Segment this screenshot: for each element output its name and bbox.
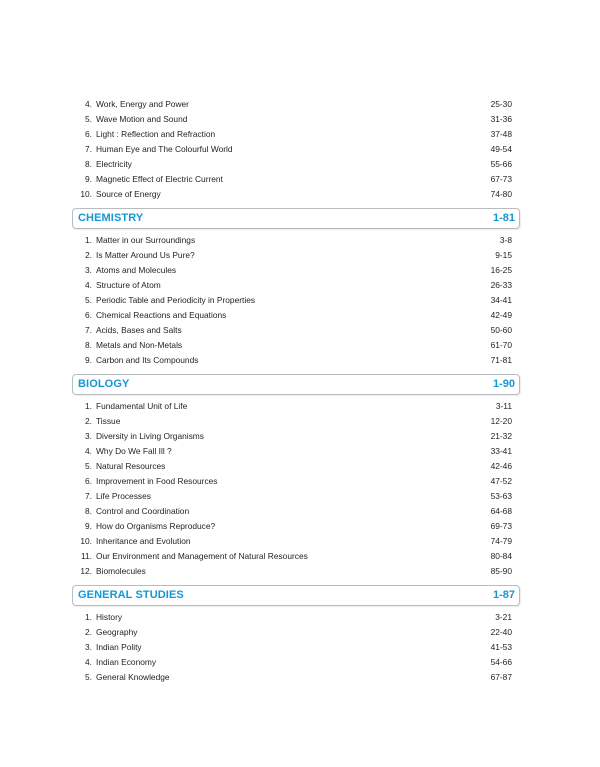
item-pages: 33-41: [490, 446, 512, 456]
item-number: 7.: [85, 144, 92, 154]
toc-row[interactable]: [0, 625, 600, 640]
item-number: 7.: [85, 325, 92, 335]
item-pages: 16-25: [490, 265, 512, 275]
section-header-chemistry[interactable]: [72, 208, 520, 229]
item-title: Tissue: [96, 416, 121, 426]
item-number: 4.: [85, 99, 92, 109]
item-number: 10.: [80, 536, 92, 546]
toc-row[interactable]: [0, 323, 600, 338]
toc-row[interactable]: [0, 489, 600, 504]
item-number: 3.: [85, 265, 92, 275]
item-title: Biomolecules: [96, 566, 146, 576]
item-number: 9.: [85, 521, 92, 531]
toc-row[interactable]: [0, 655, 600, 670]
toc-row[interactable]: [0, 399, 600, 414]
section-title: BIOLOGY: [78, 378, 130, 390]
item-number: 7.: [85, 491, 92, 501]
item-pages: 85-90: [490, 566, 512, 576]
section-title: GENERAL STUDIES: [78, 589, 184, 601]
item-pages: 21-32: [490, 431, 512, 441]
section-header-general-studies[interactable]: [72, 585, 520, 606]
item-title: Chemical Reactions and Equations: [96, 310, 227, 320]
item-number: 5.: [85, 461, 92, 471]
toc-row[interactable]: [0, 308, 600, 323]
section-title: CHEMISTRY: [78, 212, 144, 224]
toc-row[interactable]: [0, 414, 600, 429]
section-header-biology[interactable]: [72, 374, 520, 395]
item-number: 5.: [85, 114, 92, 124]
item-number: 2.: [85, 627, 92, 637]
item-title: Inheritance and Evolution: [96, 536, 191, 546]
item-title: Human Eye and The Colourful World: [96, 144, 233, 154]
item-pages: 50-60: [490, 325, 512, 335]
item-pages: 25-30: [490, 99, 512, 109]
general-studies-list: [0, 610, 600, 685]
item-title: Matter in our Surroundings: [96, 235, 196, 245]
section-page-range: 1-87: [492, 589, 515, 601]
item-pages: 3-8: [499, 235, 512, 245]
item-number: 1.: [85, 401, 92, 411]
item-number: 12.: [80, 566, 92, 576]
item-title: Atoms and Molecules: [96, 265, 177, 275]
item-title: Work, Energy and Power: [96, 99, 189, 109]
item-title: Wave Motion and Sound: [96, 114, 188, 124]
item-title: Why Do We Fall Ill ?: [96, 446, 172, 456]
item-title: Control and Coordination: [96, 506, 190, 516]
item-pages: 71-81: [490, 355, 512, 365]
item-title: Indian Economy: [96, 657, 157, 667]
item-number: 8.: [85, 340, 92, 350]
item-number: 9.: [85, 174, 92, 184]
item-title: Magnetic Effect of Electric Current: [96, 174, 223, 184]
item-number: 2.: [85, 416, 92, 426]
item-pages: 61-70: [490, 340, 512, 350]
item-pages: 49-54: [490, 144, 512, 154]
item-number: 2.: [85, 250, 92, 260]
toc-row[interactable]: [0, 444, 600, 459]
item-pages: 42-49: [490, 310, 512, 320]
item-title: General Knowledge: [96, 672, 170, 682]
toc-row[interactable]: [0, 127, 600, 142]
item-number: 3.: [85, 642, 92, 652]
item-pages: 74-80: [490, 189, 512, 199]
toc-row[interactable]: [0, 248, 600, 263]
item-title: Acids, Bases and Salts: [96, 325, 182, 335]
toc-row[interactable]: [0, 353, 600, 368]
item-number: 1.: [85, 612, 92, 622]
toc-row[interactable]: [0, 610, 600, 625]
toc-row[interactable]: [0, 97, 600, 112]
item-title: Indian Polity: [96, 642, 142, 652]
toc-row[interactable]: [0, 459, 600, 474]
item-title: Is Matter Around Us Pure?: [96, 250, 195, 260]
toc-row[interactable]: [0, 233, 600, 248]
item-title: Fundamental Unit of Life: [96, 401, 188, 411]
physics-list: [0, 97, 600, 202]
item-pages: 41-53: [490, 642, 512, 652]
item-title: History: [96, 612, 123, 622]
item-title: Metals and Non-Metals: [96, 340, 183, 350]
toc-row[interactable]: [0, 564, 600, 579]
toc-row[interactable]: [0, 293, 600, 308]
toc-row[interactable]: [0, 640, 600, 655]
item-pages: 22-40: [490, 627, 512, 637]
item-number: 6.: [85, 129, 92, 139]
item-number: 8.: [85, 506, 92, 516]
item-title: Diversity in Living Organisms: [96, 431, 204, 441]
toc-row[interactable]: [0, 474, 600, 489]
toc-row[interactable]: [0, 519, 600, 534]
item-title: Electricity: [96, 159, 132, 169]
biology-list: [0, 399, 600, 579]
item-number: 4.: [85, 446, 92, 456]
item-number: 4.: [85, 280, 92, 290]
item-pages: 9-15: [495, 250, 512, 260]
item-number: 5.: [85, 295, 92, 305]
item-pages: 3-21: [495, 612, 512, 622]
item-title: Geography: [96, 627, 138, 637]
item-title: How do Organisms Reproduce?: [96, 521, 216, 531]
item-pages: 74-79: [490, 536, 512, 546]
item-number: 4.: [85, 657, 92, 667]
toc-row[interactable]: [0, 534, 600, 549]
toc-row[interactable]: [0, 549, 600, 564]
item-pages: 64-68: [490, 506, 512, 516]
item-number: 8.: [85, 159, 92, 169]
item-title: Structure of Atom: [96, 280, 161, 290]
item-title: Life Processes: [96, 491, 151, 501]
item-number: 6.: [85, 476, 92, 486]
item-pages: 55-66: [490, 159, 512, 169]
item-number: 3.: [85, 431, 92, 441]
item-title: Source of Energy: [96, 189, 161, 199]
item-title: Periodic Table and Periodicity in Properties: [96, 295, 256, 305]
chemistry-list: [0, 233, 600, 368]
item-pages: 26-33: [490, 280, 512, 290]
toc-row[interactable]: [0, 670, 600, 685]
item-number: 11.: [80, 551, 92, 561]
item-pages: 31-36: [490, 114, 512, 124]
toc-row[interactable]: [0, 263, 600, 278]
toc-row[interactable]: [0, 338, 600, 353]
item-title: Carbon and Its Compounds: [96, 355, 199, 365]
item-title: Our Environment and Management of Natural Resources: [96, 551, 308, 561]
item-title: Improvement in Food Resources: [96, 476, 218, 486]
toc-row[interactable]: [0, 112, 600, 127]
item-number: 1.: [85, 235, 92, 245]
toc-row[interactable]: [0, 187, 600, 202]
toc-row[interactable]: [0, 278, 600, 293]
item-pages: 47-52: [490, 476, 512, 486]
toc-row[interactable]: [0, 504, 600, 519]
item-number: 10.: [80, 189, 92, 199]
section-page-range: 1-90: [492, 378, 515, 390]
section-page-range: 1-81: [492, 212, 515, 224]
toc-row[interactable]: [0, 142, 600, 157]
item-pages: 42-46: [490, 461, 512, 471]
item-pages: 67-87: [490, 672, 512, 682]
item-title: Light : Reflection and Refraction: [96, 129, 216, 139]
item-pages: 80-84: [490, 551, 512, 561]
table-of-contents: [0, 97, 600, 685]
item-pages: 67-73: [490, 174, 512, 184]
item-number: 9.: [85, 355, 92, 365]
item-pages: 34-41: [490, 295, 512, 305]
item-pages: 3-11: [495, 401, 512, 411]
item-number: 5.: [85, 672, 92, 682]
item-pages: 37-48: [490, 129, 512, 139]
toc-row[interactable]: [0, 157, 600, 172]
item-title: Natural Resources: [96, 461, 166, 471]
item-pages: 69-73: [490, 521, 512, 531]
item-pages: 54-66: [490, 657, 512, 667]
toc-row[interactable]: [0, 172, 600, 187]
item-number: 6.: [85, 310, 92, 320]
item-pages: 12-20: [490, 416, 512, 426]
toc-row[interactable]: [0, 429, 600, 444]
item-pages: 53-63: [490, 491, 512, 501]
